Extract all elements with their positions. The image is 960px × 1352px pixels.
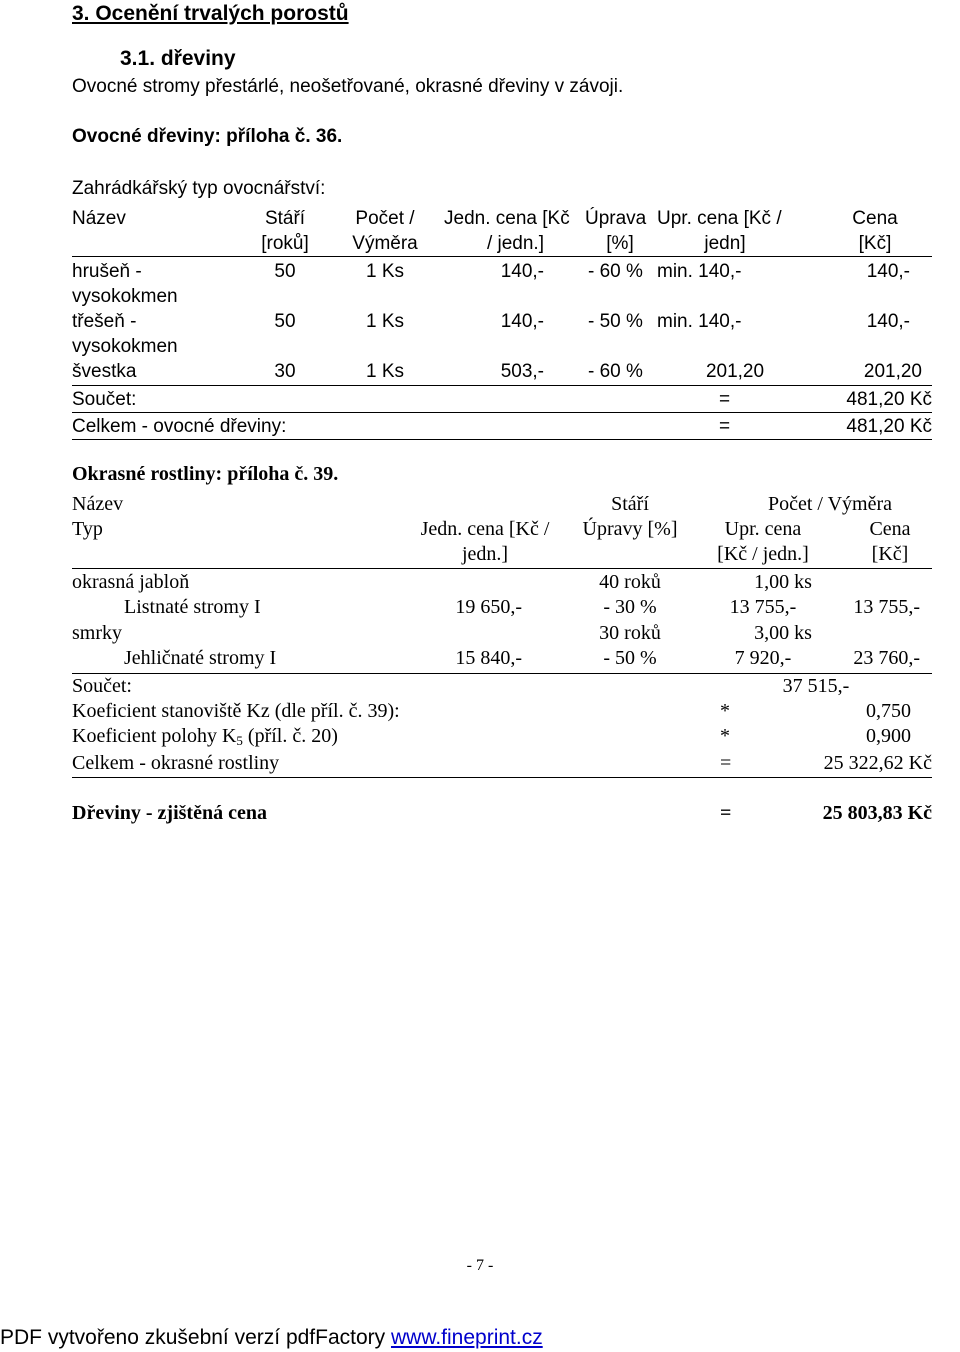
col-header-name: Název: [72, 208, 126, 229]
row-adj-price: min. 140,-: [657, 311, 742, 332]
row-count: 3,00 ks: [754, 622, 812, 644]
fruit-header-rule: [72, 256, 932, 257]
row-name: švestka: [72, 361, 137, 382]
fruit-total-value: 481,20 Kč: [846, 416, 932, 437]
coef-position-label-main: Koeficient polohy K: [72, 725, 237, 747]
ornamental-sum-value: 37 515,-: [782, 675, 850, 697]
row-adjust: - 30 %: [603, 596, 657, 618]
col-header-count-unit: Výměra: [352, 233, 418, 254]
coef-site-op: *: [720, 700, 730, 722]
row-count: 1 Ks: [365, 361, 405, 382]
row-unit-price: 19 650,-: [455, 596, 522, 618]
row-name: hrušeň -: [72, 261, 142, 282]
row-adjust: - 50 %: [588, 311, 643, 332]
coef-position-subscript: 5: [236, 733, 243, 748]
col-header-price-unit: [Kč]: [858, 233, 892, 254]
row-age: 30: [274, 361, 296, 382]
row-adj-price: 7 920,-: [734, 647, 792, 669]
ornamental-total-rule: [72, 777, 932, 778]
coef-position-op: *: [720, 725, 730, 747]
row-count: 1,00 ks: [754, 571, 812, 593]
ornamental-header-rule: [72, 568, 932, 569]
row-name: třešeň -: [72, 311, 137, 332]
description: Ovocné stromy přestárlé, neošetřované, okrasné dřeviny v závoji.: [72, 76, 624, 97]
row-adj-price: 13 755,-: [729, 596, 797, 618]
row-count: 1 Ks: [365, 311, 405, 332]
col-header-adj-price: Upr. cena: [724, 518, 802, 540]
col-header-adjust: Úprava: [585, 208, 647, 229]
coef-site-value: 0,750: [866, 700, 911, 722]
row-price: 140,-: [866, 261, 910, 282]
col-header-price: Cena: [869, 518, 911, 540]
row-name: okrasná jabloň: [72, 571, 190, 593]
row-unit-price: 15 840,-: [455, 647, 522, 669]
row-price: 13 755,-: [853, 596, 920, 618]
row-name: smrky: [72, 622, 122, 644]
ornamental-heading: Okrasné rostliny: příloha č. 39.: [72, 463, 339, 485]
col-header-unit-price: Jedn. cena [Kč /: [420, 518, 550, 540]
col-header-unit-price-unit: jedn.]: [461, 543, 509, 565]
row-price: 140,-: [866, 311, 910, 332]
coef-position-label: [72, 724, 338, 753]
row-unit-price: 140,-: [500, 261, 544, 282]
col-header-adjust: Úpravy [%]: [582, 518, 678, 540]
col-header-name: Název: [72, 493, 124, 515]
fruit-total-eq: =: [719, 416, 731, 437]
grand-total-eq: =: [720, 802, 732, 824]
col-header-age-unit: [roků]: [261, 233, 309, 254]
row-adjust: - 60 %: [588, 261, 643, 282]
grand-total-value: 25 803,83 Kč: [822, 802, 932, 824]
ornamental-total-label: Celkem - okrasné rostliny: [72, 752, 280, 774]
row-adjust: - 60 %: [588, 361, 643, 382]
col-header-age: Stáří: [264, 208, 306, 229]
grand-total-label: Dřeviny - zjištěná cena: [72, 802, 267, 824]
subsection-title: 3.1. dřeviny: [120, 47, 236, 70]
ornamental-total-value: 25 322,62 Kč: [823, 752, 932, 774]
coef-position-value: 0,900: [866, 725, 911, 747]
col-header-unit-price: Jedn. cena [Kč: [444, 208, 570, 229]
footer-text: PDF vytvořeno zkušební verzí pdfFactory: [0, 1326, 391, 1349]
row-type: Jehličnaté stromy I: [124, 647, 277, 669]
row-age: 50: [274, 261, 296, 282]
row-adj-price: 201,20: [705, 361, 765, 382]
footer-link[interactable]: www.fineprint.cz: [390, 1326, 543, 1349]
fruit-sum-value: 481,20 Kč: [846, 389, 932, 410]
col-header-count: Počet /: [355, 208, 415, 229]
row-age: 30 roků: [599, 622, 661, 644]
ornamental-total-eq: =: [720, 752, 732, 774]
col-header-type: Typ: [72, 518, 103, 540]
row-type: Listnaté stromy I: [124, 596, 261, 618]
fruit-sum-label: Součet:: [72, 389, 137, 410]
fruit-heading: Ovocné dřeviny: příloha č. 36.: [72, 126, 343, 147]
row-price: 201,20: [863, 361, 922, 382]
col-header-unit-price-unit: / jedn.]: [486, 233, 544, 254]
section-title: 3. Ocenění trvalých porostů: [72, 2, 349, 25]
col-header-adjust-unit: [%]: [606, 233, 634, 254]
fruit-total-rule: [72, 439, 932, 440]
coef-site-label: Koeficient stanoviště Kz (dle příl. č. 39):: [72, 700, 400, 722]
pdf-footer: [0, 1325, 543, 1351]
row-adjust: - 50 %: [603, 647, 657, 669]
row-adj-price: min. 140,-: [657, 261, 742, 282]
coef-position-label-ref: (příl. č. 20): [242, 725, 338, 747]
page-number: - 7 -: [466, 1257, 494, 1274]
row-age: 50: [274, 311, 296, 332]
col-header-adj-price: Upr. cena [Kč /: [657, 208, 782, 229]
row-age: 40 roků: [599, 571, 661, 593]
ornamental-sum-label: Součet:: [72, 675, 132, 697]
row-name-cont: vysokokmen: [72, 286, 178, 307]
col-header-adj-price-unit: jedn]: [704, 233, 746, 254]
fruit-rows-rule: [72, 385, 932, 386]
fruit-sum-eq: =: [719, 389, 731, 410]
row-unit-price: 503,-: [500, 361, 544, 382]
fruit-sum-rule: [72, 412, 932, 413]
col-header-adj-price-unit: [Kč / jedn.]: [717, 543, 809, 565]
fruit-type-label: Zahrádkářský typ ovocnářství:: [72, 178, 326, 199]
fruit-total-label: Celkem - ovocné dřeviny:: [72, 416, 287, 437]
row-unit-price: 140,-: [500, 311, 544, 332]
col-header-age: Stáří: [611, 493, 649, 515]
row-price: 23 760,-: [853, 647, 920, 669]
row-count: 1 Ks: [365, 261, 405, 282]
col-header-price: Cena: [852, 208, 898, 229]
row-name-cont: vysokokmen: [72, 336, 178, 357]
col-header-count: Počet / Výměra: [767, 493, 893, 515]
col-header-price-unit: [Kč]: [871, 543, 909, 565]
